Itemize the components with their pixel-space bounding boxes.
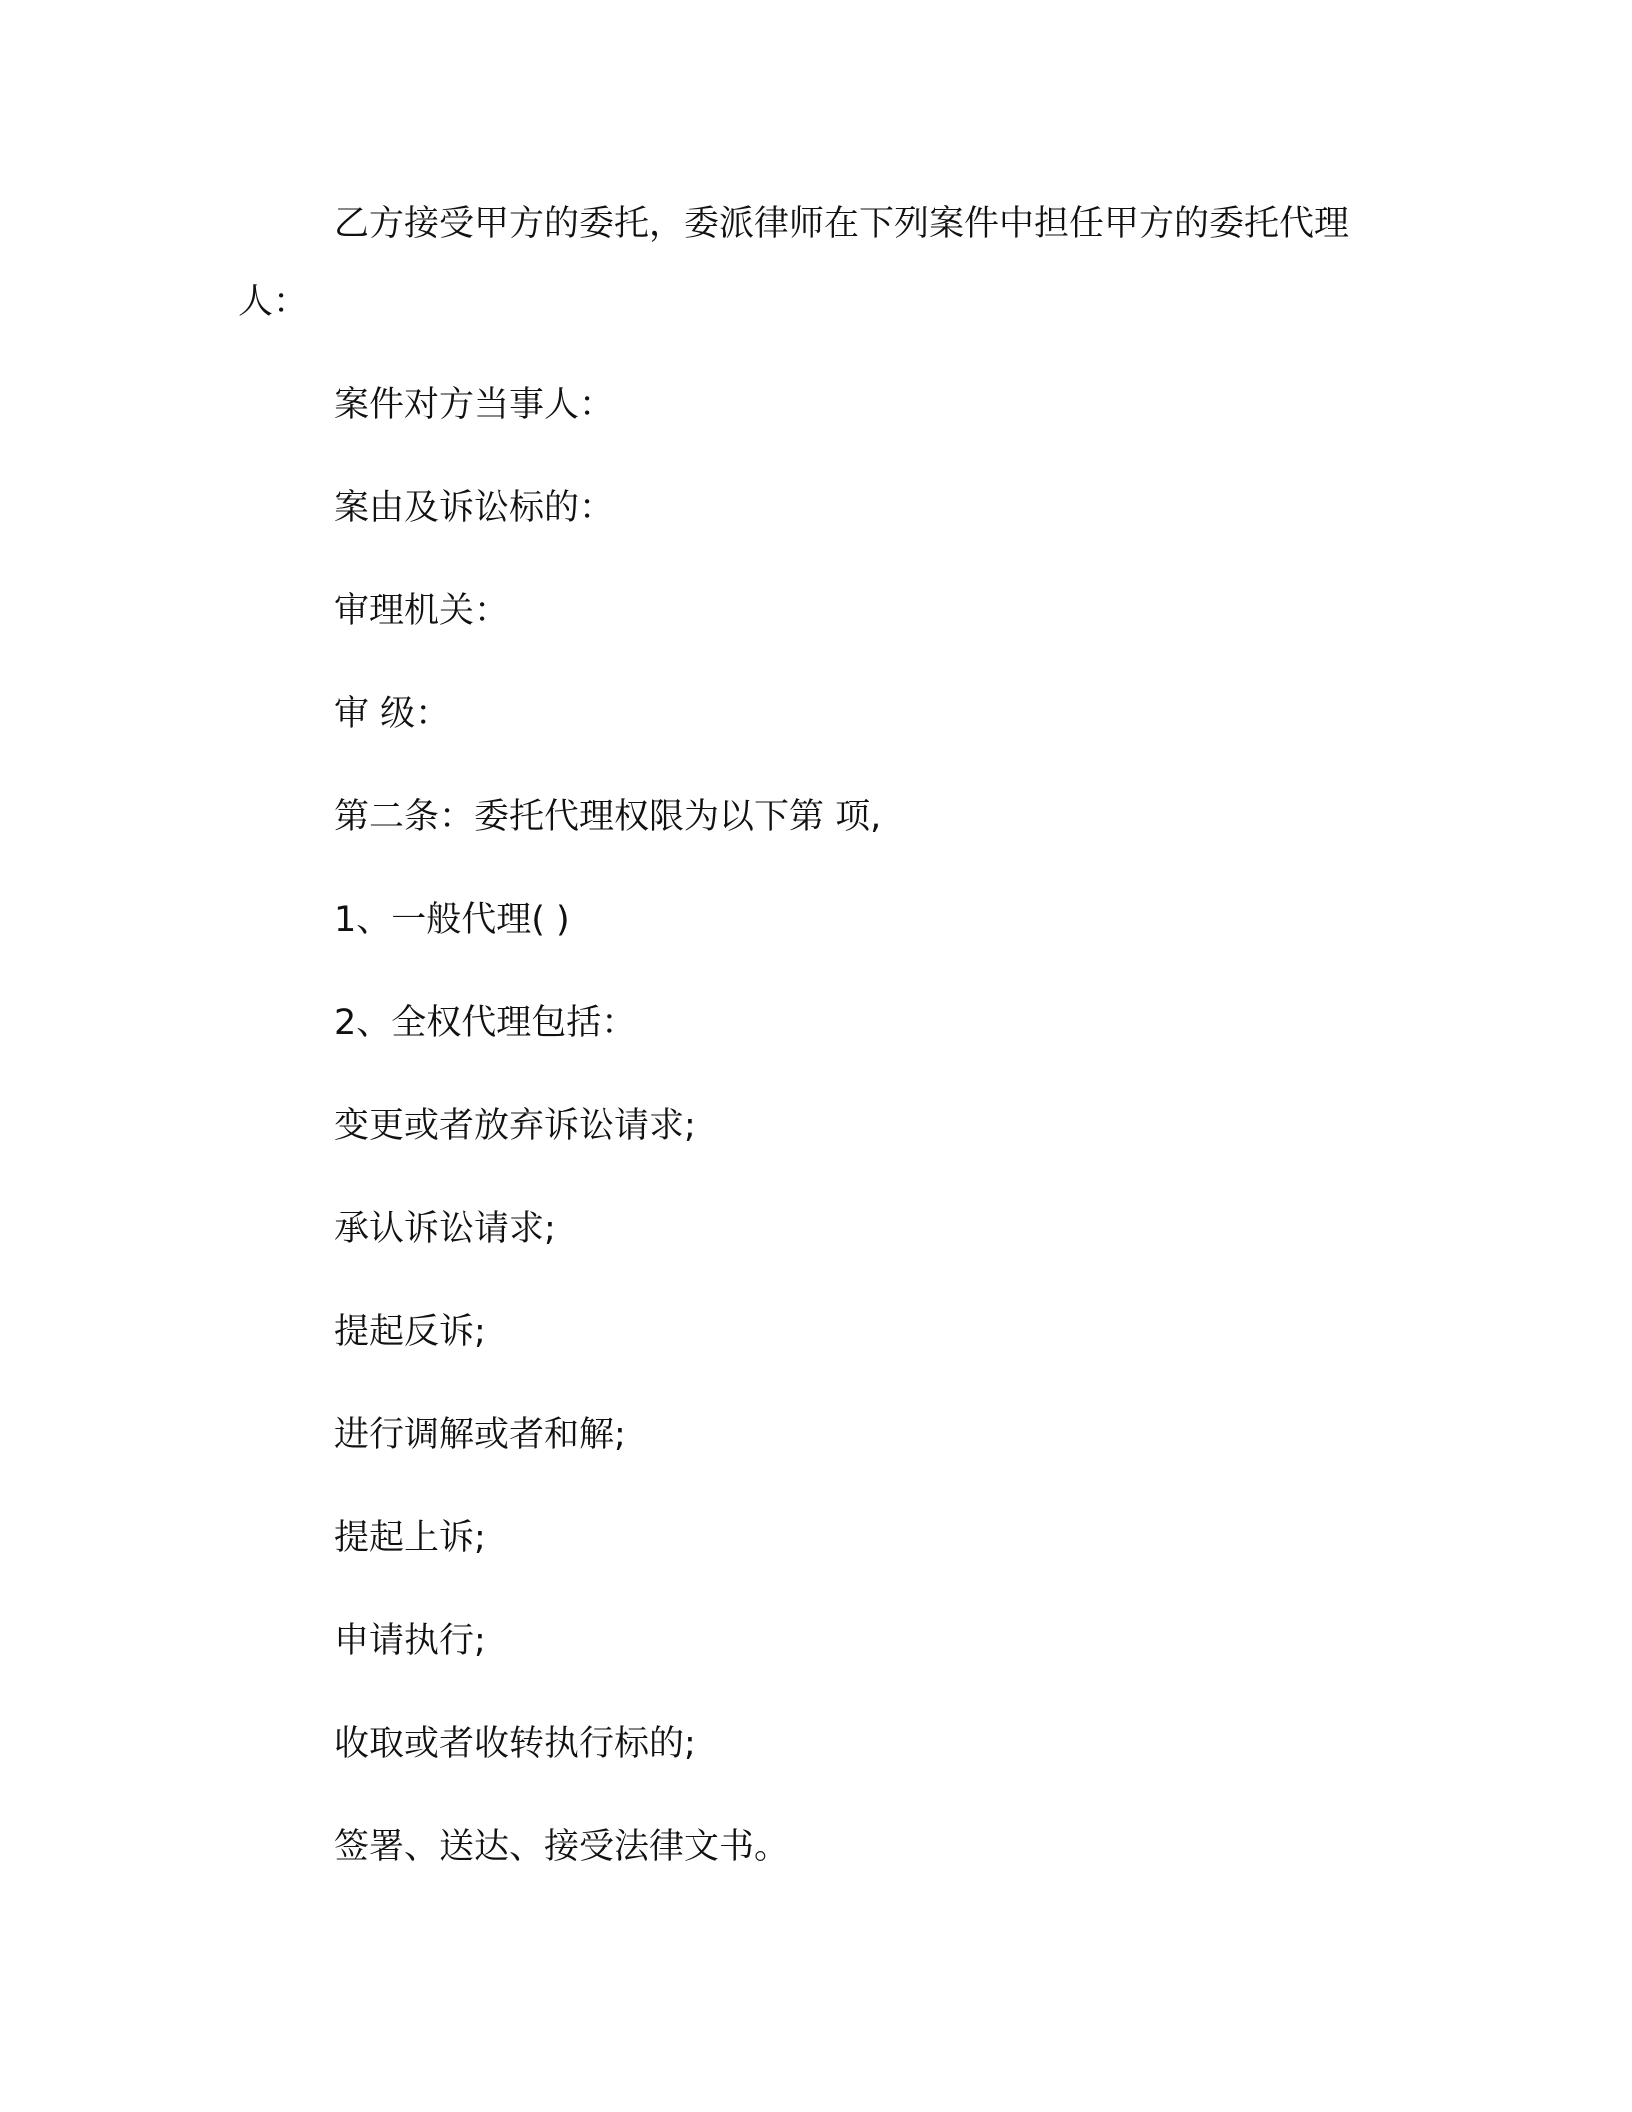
paragraph-appointment: 乙方接受甲方的委托，委派律师在下列案件中担任甲方的委托代理人： [238,204,1350,322]
list-item-admit-claims: 承认诉讼请求; [334,1209,556,1249]
paragraph-trial-level: 审 级： [334,694,451,734]
paragraph-trial-authority: 审理机关： [334,591,510,631]
paragraph-opposing-party: 案件对方当事人： [334,385,615,425]
list-item-general-agency: 1、一般代理( ) [334,900,570,940]
list-item-legal-documents: 签署、送达、接受法律文书。 [334,1827,790,1867]
list-item-collect-subject: 收取或者收转执行标的; [334,1724,696,1764]
list-item-full-agency: 2、全权代理包括： [334,1003,637,1043]
list-item-appeal: 提起上诉; [334,1518,486,1558]
list-item-counterclaim: 提起反诉; [334,1312,486,1352]
paragraph-article-two: 第二条：委托代理权限为以下第 项, [334,797,882,837]
paragraph-cause-of-action: 案由及诉讼标的： [334,488,615,528]
list-item-enforcement: 申请执行; [334,1621,486,1661]
list-item-change-claims: 变更或者放弃诉讼请求; [334,1106,696,1146]
list-item-mediation: 进行调解或者和解; [334,1415,626,1455]
document-body [238,185,1398,1911]
